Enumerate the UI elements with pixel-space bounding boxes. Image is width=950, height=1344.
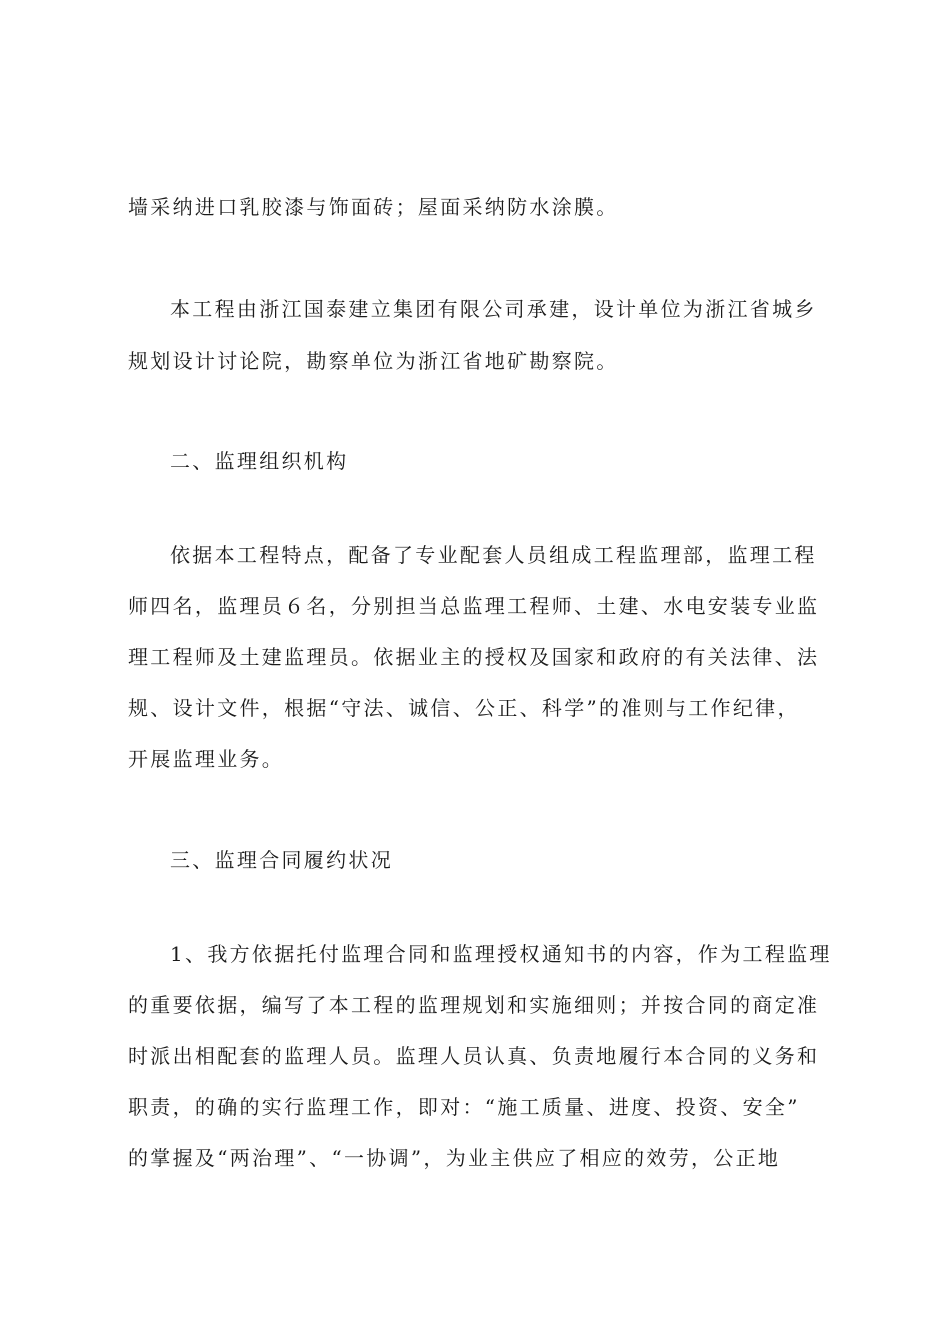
paragraph-line: 的掌握及“两治理”、“一协调”，为业主供应了相应的效劳，公正地 — [128, 1146, 781, 1170]
paragraph-line: 时派出相配套的监理人员。监理人员认真、负责地履行本合同的义务和 — [128, 1044, 820, 1068]
paragraph-line: 1、我方依据托付监理合同和监理授权通知书的内容，作为工程监理 — [170, 942, 832, 966]
paragraph-line: 依据本工程特点，配备了专业配套人员组成工程监理部，监理工程 — [170, 543, 817, 567]
paragraph-line: 理工程师及土建监理员。依据业主的授权及国家和政府的有关法律、法 — [128, 645, 820, 669]
paragraph-line: 规、设计文件，根据“守法、诚信、公正、科学”的准则与工作纪律， — [128, 696, 800, 720]
paragraph-line: 的重要依据，编写了本工程的监理规划和实施细则；并按合同的商定准 — [128, 993, 820, 1017]
paragraph-line: 规划设计讨论院，勘察单位为浙江省地矿勘察院。 — [128, 349, 619, 373]
paragraph-line: 师四名，监理员６名，分别担当总监理工程师、土建、水电安装专业监 — [128, 594, 820, 618]
paragraph-contractor — [128, 292, 833, 378]
paragraph-organization — [128, 538, 833, 776]
paragraph-line: 墙采纳进口乳胶漆与饰面砖；屋面采纳防水涂膜。 — [128, 195, 619, 219]
paragraph-materials — [128, 190, 833, 224]
paragraph-line: 本工程由浙江国泰建立集团有限公司承建，设计单位为浙江省城乡 — [170, 297, 817, 321]
paragraph-line: 开展监理业务。 — [128, 747, 285, 771]
section-heading-contract: 三、监理合同履约状况 — [170, 848, 393, 872]
section-heading-organization: 二、监理组织机构 — [170, 449, 349, 473]
paragraph-contract — [128, 937, 833, 1175]
paragraph-line: 职责，的确的实行监理工作，即对：“施工质量、进度、投资、安全” — [128, 1095, 800, 1119]
